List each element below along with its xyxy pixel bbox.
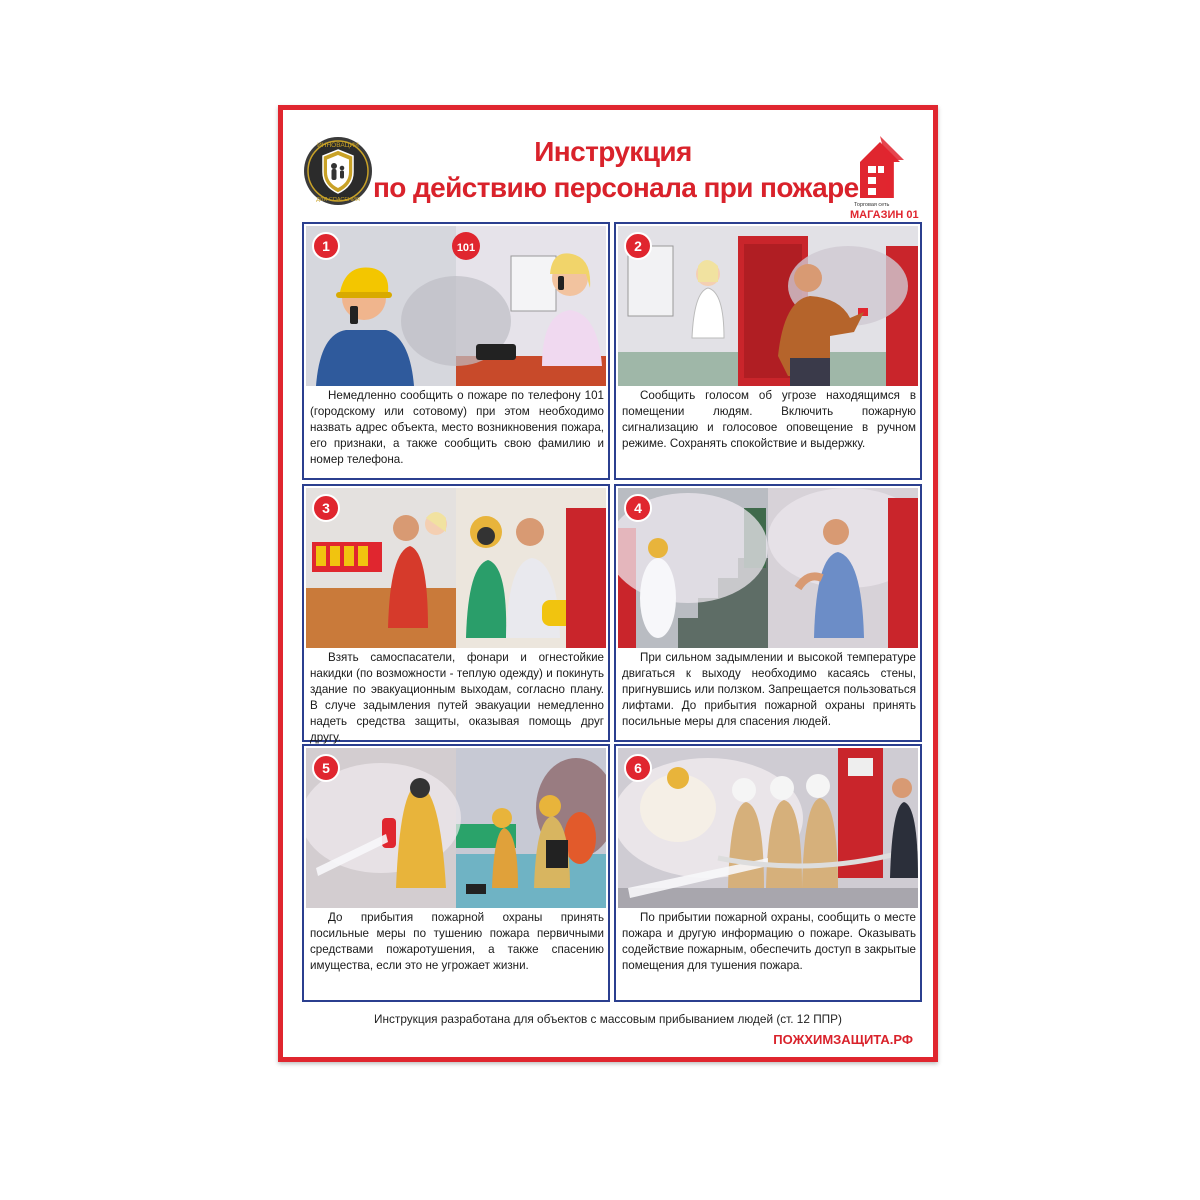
panel-5-number: 5: [312, 754, 340, 782]
instruction-grid: [302, 222, 924, 1002]
instruction-panel-3: [302, 484, 610, 742]
footer-note: Инструкция разработана для объектов с массовым прибыванием людей (ст. 12 ППР): [374, 1012, 842, 1026]
instruction-panel-4: [614, 484, 922, 742]
panel-6-illustration: [618, 748, 918, 908]
title-line-2: по действию персонала при пожаре: [373, 172, 859, 203]
panel-5-text: До прибытия пожарной охраны принять посильные меры по тушению пожара первичными средствами пожаротушения, а также спасению имущества, если это не угрожает жизни.: [310, 911, 604, 972]
instruction-panel-2: [614, 222, 922, 480]
title-line-1: Инструкция: [534, 136, 692, 167]
logo-right-small-text: Торговая сеть: [854, 202, 890, 208]
panel-2-illustration: [618, 226, 918, 386]
panel-1-illustration: [306, 226, 606, 386]
panel-4-number: 4: [624, 494, 652, 522]
panel-5-illustration: [306, 748, 606, 908]
panel-2-text: Сообщить голосом об угрозе находящимся в помещении людям. Включить пожарную сигнализацию и голосовое оповещение в ручном режиме. Сохранять спокойствие и выдержку.: [622, 389, 916, 450]
panel-4-illustration: [618, 488, 918, 648]
instruction-panel-6: [614, 744, 922, 1002]
panel-2-number: 2: [624, 232, 652, 260]
footer-website: ПОЖХИМЗАЩИТА.РФ: [773, 1032, 913, 1047]
innovations-logo: [303, 136, 373, 206]
panel-6-text: По прибытии пожарной охраны, сообщить о месте пожара и другую информацию о пожаре. Оказывать содействие пожарным, обеспечить доступ в закрытые помещения для тушения пожара.: [622, 911, 916, 972]
panel-3-text: Взять самоспасатели, фонари и огнестойкие накидки (по возможности - теплую одежду) и покинуть здание по эвакуационным выходам, согласно плану. В случе задымления путей эвакуации немедленно надеть средства защиты, оказывая помощь друг другу.: [310, 651, 604, 744]
magazin01-logo: [848, 132, 923, 220]
panel-1-text: Немедленно сообщить о пожаре по телефону 101 (городскому или сотовому) при этом необходимо назвать адрес объекта, место возникновения пожара, его признаки, а также сообщить свою фамилию и номер телефона.: [310, 389, 604, 466]
logo-left-top-text: ИННОВАЦИИ: [317, 142, 359, 149]
phone-badge-101: 101: [456, 242, 476, 254]
instruction-panel-5: [302, 744, 610, 1002]
logo-left-bottom-text: ДЛЯ СПАСЕНИЯ: [316, 197, 360, 203]
panel-4-text: При сильном задымлении и высокой температуре двигаться к выходу необходимо касаясь стены, пригнувшись или ползком. Запрещается пользоваться лифтами. До прибытия пожарной охраны принять посильные меры для спасения людей.: [622, 651, 916, 728]
poster-title: [373, 134, 859, 206]
instruction-panel-1: [302, 222, 610, 480]
panel-6-number: 6: [624, 754, 652, 782]
panel-3-illustration: [306, 488, 606, 648]
panel-1-number: 1: [312, 232, 340, 260]
logo-right-brand: МАГАЗИН 01: [850, 209, 919, 220]
panel-3-number: 3: [312, 494, 340, 522]
fire-instruction-poster: [278, 105, 938, 1062]
